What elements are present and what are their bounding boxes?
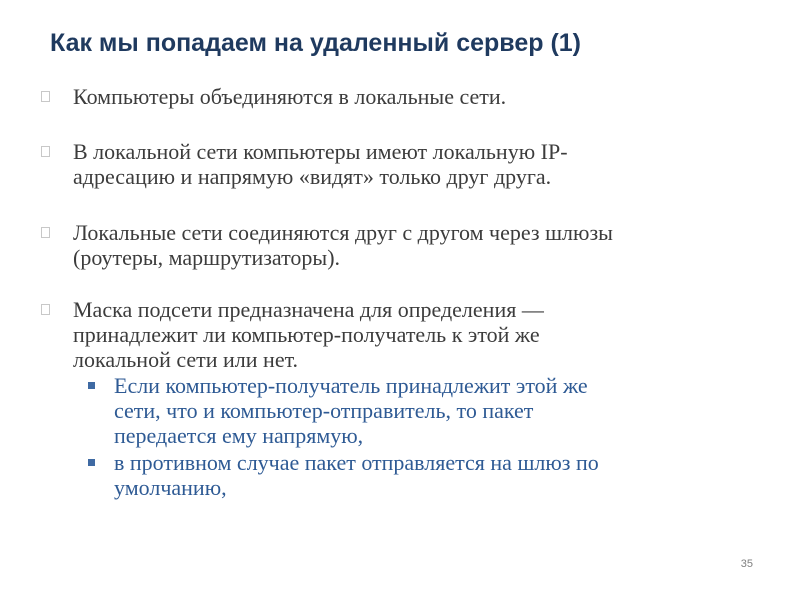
bullet-item-2 <box>36 139 756 189</box>
filled-square-icon <box>88 459 95 466</box>
bullet-line: принадлежит ли компьютер-получатель к этой же <box>73 322 540 347</box>
bullet-line: Локальные сети соединяются друг с другом через шлюзы <box>73 220 613 245</box>
slide-title: Как мы попадаем на удаленный сервер (1) <box>50 29 581 57</box>
sub-bullet-item-2 <box>36 450 756 500</box>
sub-bullet-line: Если компьютер-получатель принадлежит этой же <box>114 373 588 398</box>
square-outline-icon <box>41 304 50 315</box>
bullet-item-1 <box>36 84 756 109</box>
sub-bullet-line: умолчанию, <box>114 475 227 500</box>
bullet-line: Маска подсети предназначена для определения — <box>73 297 544 322</box>
sub-bullet-line: в противном случае пакет отправляется на шлюз по <box>114 450 599 475</box>
sub-bullet-line: сети, что и компьютер-отправитель, то пакет <box>114 398 534 423</box>
square-outline-icon <box>41 146 50 157</box>
page-number: 35 <box>740 558 753 570</box>
bullet-line: адресацию и напрямую «видят» только друг друга. <box>73 164 552 189</box>
square-outline-icon <box>41 227 50 238</box>
bullet-line: (роутеры, маршрутизаторы). <box>73 245 341 270</box>
bullet-line: В локальной сети компьютеры имеют локальную IP- <box>73 139 568 164</box>
bullet-item-4 <box>36 297 756 372</box>
filled-square-icon <box>88 382 95 389</box>
bullet-item-3 <box>36 220 756 270</box>
bullet-list <box>36 84 756 500</box>
sub-bullet-line: передается ему напрямую, <box>114 423 364 448</box>
bullet-line: Компьютеры объединяются в локальные сети. <box>73 84 507 109</box>
square-outline-icon <box>41 91 50 102</box>
bullet-line: локальной сети или нет. <box>73 347 299 372</box>
sub-bullet-item-1 <box>36 373 756 448</box>
